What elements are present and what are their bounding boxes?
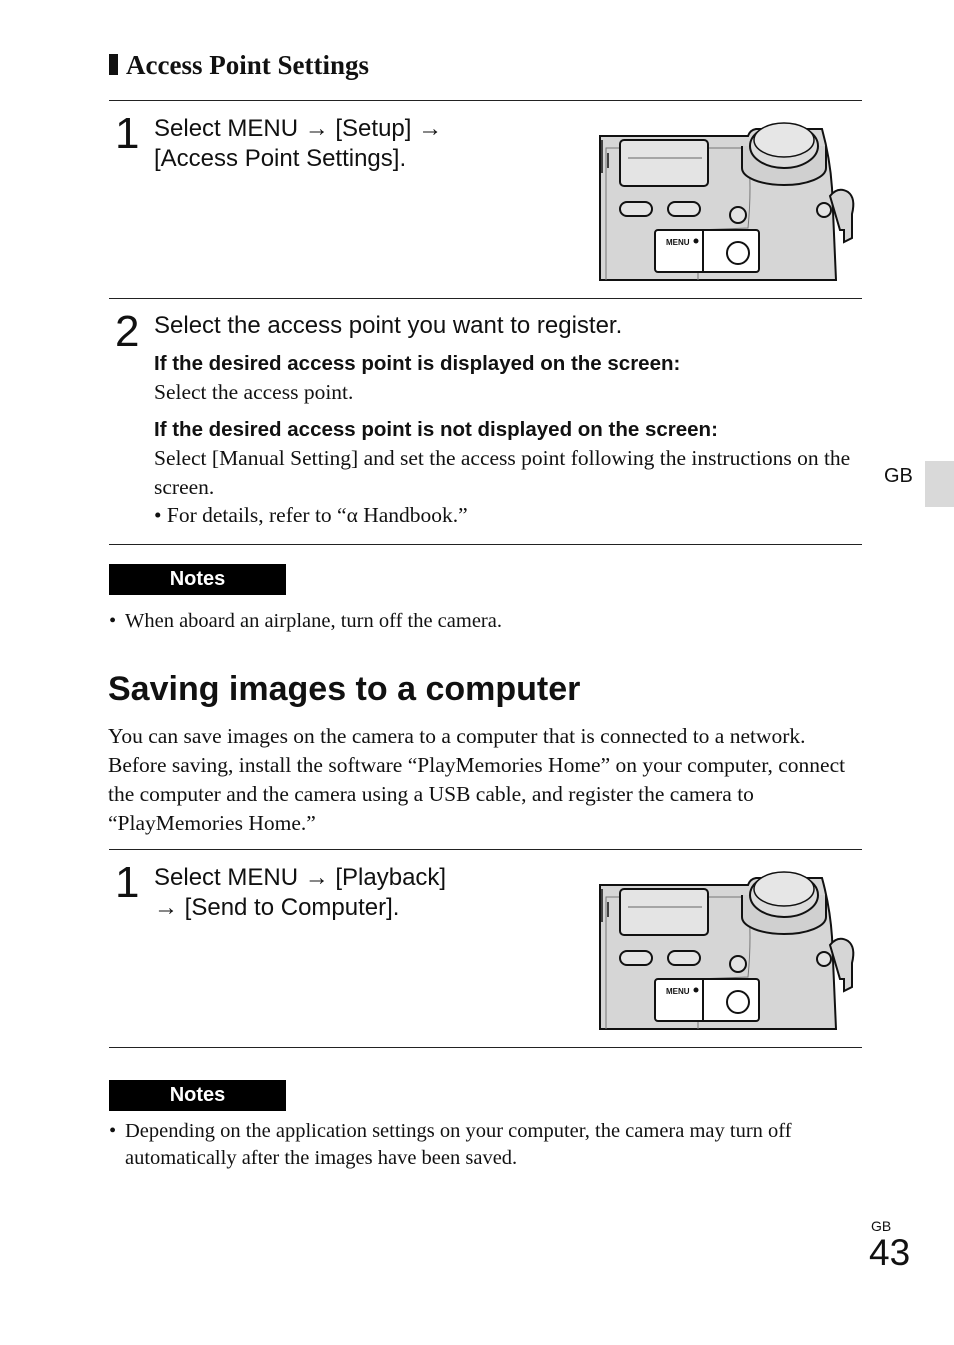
camera-top-illustration: [598, 118, 860, 283]
step-instruction: Select the access point you want to register.: [154, 312, 623, 339]
step-number: 2: [115, 307, 140, 356]
note-text: Depending on the application settings on your computer, the camera may turn off automatically after the images have been saved.: [125, 1120, 792, 1169]
handbook-reference: • For details, refer to “α Handbook.”: [154, 503, 468, 527]
divider-end-steps: [109, 544, 862, 545]
notes-label: Notes: [109, 564, 286, 595]
note-item: [109, 608, 502, 635]
section-marker: [109, 54, 118, 75]
divider-end-saving-step: [109, 1047, 862, 1048]
case-heading-displayed: If the desired access point is displayed on the screen:: [154, 352, 681, 375]
note-text: When aboard an airplane, turn off the camera.: [125, 610, 502, 632]
menu-button-label: MENU: [666, 238, 690, 247]
bullet-icon: •: [109, 1120, 117, 1142]
page-number: 43: [869, 1232, 911, 1273]
step-number: 1: [115, 858, 140, 907]
menu-button-label: MENU: [666, 987, 690, 996]
section-heading-text: Access Point Settings: [126, 50, 369, 80]
language-tab: [925, 461, 954, 507]
intro-paragraph: You can save images on the camera to a computer that is connected to a network. Before saving, install the software “PlayMemories Home” on your computer, connect the computer and the camera using a USB cable, and register the camera to “PlayMemories Home.”: [108, 724, 846, 835]
step-instruction-line1: Select MENU → [Playback]: [154, 864, 447, 891]
step-instruction-line2: → [Send to Computer].: [154, 894, 400, 921]
divider-top: [109, 100, 862, 101]
case-heading-not-displayed: If the desired access point is not displayed on the screen:: [154, 418, 718, 441]
language-tab-label: GB: [884, 465, 913, 487]
divider-saving-step: [109, 849, 862, 850]
note-item: [109, 1118, 860, 1172]
case-text-not-displayed: Select [Manual Setting] and set the access point following the instructions on the screen.: [154, 446, 851, 499]
case-text-displayed: Select the access point.: [154, 380, 354, 404]
section-heading-access-point: [109, 48, 369, 82]
notes-label: Notes: [109, 1080, 286, 1111]
page-title: Saving images to a computer: [108, 670, 581, 708]
divider-step2: [109, 298, 862, 299]
camera-top-illustration: [598, 867, 860, 1032]
step-instruction-line2: [Access Point Settings].: [154, 145, 407, 172]
bullet-icon: •: [109, 610, 117, 632]
step-number: 1: [115, 109, 140, 158]
footer-region-label: GB: [871, 1218, 892, 1234]
step-instruction-line1: Select MENU → [Setup] →: [154, 115, 443, 142]
